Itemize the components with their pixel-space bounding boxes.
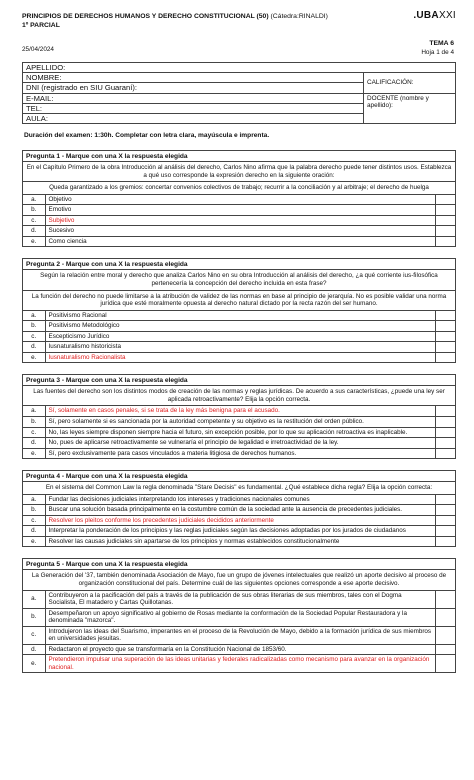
option-letter: b. (23, 505, 45, 516)
question-header: Pregunta 4 - Marque con una X la respuesta elegida (23, 471, 455, 482)
question-text: Las fuentes del derecho son los distintos modos de creación de las normas y reglas jurídicas. De acuerdo a sus características, ¿puede una ley ser aplicada retroactivamente? Elija la opción correcta. (23, 386, 455, 406)
option-row (23, 331, 455, 342)
option-text: Positivismo Racional (45, 311, 435, 321)
option-row (23, 311, 455, 321)
option-letter: d. (23, 644, 45, 655)
exam-date: 25/04/2024 (22, 46, 54, 53)
question-text: En el Capítulo Primero de la obra Introducción al análisis del derecho, Carlos Nino afirma que la palabra derecho puede tener distintos usos. Establezca a qué uso corresponde la expresión derecho en la siguiente oración: (23, 162, 455, 182)
option-letter: e. (23, 352, 45, 362)
options-table (23, 495, 455, 547)
option-row (23, 321, 455, 332)
option-text: Emotivo (45, 205, 435, 216)
question-quote: La función del derecho no puede limitarse a la atribución de validez de las normas en base al principio de jerarquía. No es posible validar una norma jurídica que esté moralmente opuesta al derecho natural dictado por la recta razón del ser humano. (23, 291, 455, 311)
option-text: Subjetivo (45, 215, 435, 226)
answer-box[interactable] (435, 495, 455, 505)
option-text: Escepticismo Jurídico (45, 331, 435, 342)
answer-box[interactable] (435, 236, 455, 246)
answer-box[interactable] (435, 195, 455, 205)
option-text: Redactaron el proyecto que se transformaría en la Constitución Nacional de 1853/60. (45, 644, 435, 655)
answer-box[interactable] (435, 311, 455, 321)
options-table (23, 195, 455, 247)
docente-field[interactable]: DOCENTE (nombre y apellido): (364, 93, 456, 124)
answer-box[interactable] (435, 608, 455, 626)
option-letter: e. (23, 236, 45, 246)
option-text: Buscar una solución basada principalmente en la costumbre común de la sociedad ante la ausencia de precedentes judiciales. (45, 505, 435, 516)
catedra-label: (Cátedra:RINALDI) (270, 13, 328, 20)
question-text: En el sistema del Common Law la regla denominada "Stare Decisis" es fundamental. ¿Qué establece dicha regla? Elija la opción correcta: (23, 482, 455, 495)
apellido-field[interactable]: APELLIDO: (23, 63, 456, 73)
option-text: Pretendieron impulsar una superación de las ideas unitarias y federales radicalizadas como mecanismo para avanzar en la organización nacional. (48, 656, 430, 671)
option-text: Sí, pero exclusivamente para casos vinculados a materia litigiosa de derechos humanos. (48, 449, 297, 457)
option-letter: d. (23, 438, 45, 449)
option-text: Positivismo Metodológico (45, 321, 435, 332)
question-header: Pregunta 1 - Marque con una X la respuesta elegida (23, 151, 455, 162)
option-row (23, 448, 455, 458)
option-row (23, 215, 455, 226)
answer-box[interactable] (435, 591, 455, 609)
question-header: Pregunta 3 - Marque con una X la respuesta elegida (23, 375, 455, 386)
answer-box[interactable] (435, 626, 455, 644)
answer-box[interactable] (435, 352, 455, 362)
options-table (23, 591, 455, 673)
tel-field[interactable]: TEL: (23, 103, 364, 113)
option-letter: b. (23, 321, 45, 332)
option-letter: a. (23, 591, 45, 609)
answer-box[interactable] (435, 438, 455, 449)
option-letter: c. (23, 331, 45, 342)
option-row (23, 536, 455, 546)
options-table (23, 311, 455, 363)
option-letter: b. (23, 416, 45, 427)
option-text: Introdujeron las ideas del Suarismo, imperantes en el proceso de la Revolución de Mayo, debido a la formación jurídica de sus miembros en universidades jesuitas. (45, 626, 435, 644)
option-row (23, 427, 455, 438)
option-row (23, 205, 455, 216)
option-letter: b. (23, 205, 45, 216)
option-letter: e. (23, 655, 45, 673)
option-letter: c. (23, 427, 45, 438)
option-letter: b. (23, 608, 45, 626)
option-letter: d. (23, 526, 45, 537)
option-letter: c. (23, 515, 45, 526)
answer-box[interactable] (435, 526, 455, 537)
questions-container (22, 150, 456, 673)
option-row (23, 226, 455, 237)
option-text: Sí, solamente en casos penales, si se trata de la ley más benigna para el acusado. (45, 406, 435, 416)
option-row (23, 236, 455, 246)
option-row (23, 644, 455, 655)
question-5 (22, 558, 456, 673)
duration-instructions: Duración del examen: 1:30h. Completar con letra clara, mayúscula e imprenta. (24, 132, 270, 140)
answer-box[interactable] (435, 655, 455, 673)
option-text: No, las leyes siempre disponen siempre hacia el futuro, sin excepción posible, por lo que su aplicación retroactiva es inaplicable. (45, 427, 435, 438)
page-number: Hoja 1 de 4 (421, 49, 454, 56)
tema-label: TEMA 6 (429, 40, 454, 47)
option-letter: a. (23, 195, 45, 205)
option-letter: d. (23, 226, 45, 237)
option-row (23, 352, 455, 362)
option-row (23, 438, 455, 449)
option-row (23, 515, 455, 526)
answer-box[interactable] (435, 515, 455, 526)
question-3 (22, 374, 456, 459)
option-text: Contribuyeron a la pacificación del país a través de la publicación de sus obras literarias de sus miembros, tales con el Dogma Socialista, El matadero y Cartas Quillotanas. (45, 591, 435, 609)
answer-box[interactable] (435, 321, 455, 332)
option-letter: a. (23, 311, 45, 321)
answer-box[interactable] (435, 406, 455, 416)
question-text: La Generación del '37, también denominada Asociación de Mayo, fue un grupo de jóvenes intelectuales que realizó un aporte decisivo al proceso de organización constitucional del país. Determine cuál de las siguientes opciones corresponde a ese aporte decisivo. (23, 570, 455, 590)
answer-box[interactable] (435, 342, 455, 353)
option-text: Fundar las decisiones judiciales interpretando los intereses y tradiciones nacionales comunes (45, 495, 435, 505)
nombre-field[interactable]: NOMBRE: (23, 73, 364, 83)
answer-box[interactable] (435, 427, 455, 438)
option-row (23, 416, 455, 427)
exam-subtitle: 1º PARCIAL (22, 22, 60, 29)
question-text: Según la relación entre moral y derecho que analiza Carlos Nino en su obra Introducción al análisis del derecho, ¿a qué corriente ius-filosófica pertenecería la concepción del derecho incluida en esta frase? (23, 270, 455, 290)
option-letter: c. (23, 215, 45, 226)
question-quote: Queda garantizado a los gremios: concertar convenios colectivos de trabajo; recurrir a la conciliación y al arbitraje; el derecho de huelga (23, 182, 455, 195)
option-text: Resolver las causas judiciales sin apartarse de los principios y normas establecidos constitucionalmente (48, 537, 340, 545)
answer-box[interactable] (435, 505, 455, 516)
option-text: Sí, pero solamente si es sancionada por la autoridad competente y su objetivo es la restitución del orden público. (45, 416, 435, 427)
answer-box[interactable] (435, 331, 455, 342)
option-text: No, pues de aplicarse retroactivamente se vulneraría el principio de legalidad e irretroactividad de la ley. (45, 438, 435, 449)
answer-box[interactable] (435, 215, 455, 226)
option-row (23, 655, 455, 673)
option-text: Desempeñaron un apoyo significativo al gobierno de Rosas mediante la conformación de la Sociedad Popular Restauradora y la denominada "mazorca". (45, 608, 435, 626)
answer-box[interactable] (435, 205, 455, 216)
question-1 (22, 150, 456, 247)
option-row (23, 608, 455, 626)
option-row (23, 342, 455, 353)
option-text: Objetivo (45, 195, 435, 205)
option-letter: d. (23, 342, 45, 353)
question-4 (22, 470, 456, 547)
answer-box[interactable] (435, 536, 455, 546)
option-letter: c. (23, 626, 45, 644)
option-row (23, 526, 455, 537)
question-header: Pregunta 2 - Marque con una X la respuesta elegida (23, 259, 455, 270)
student-info-table (22, 62, 456, 124)
option-text: Iusnaturalismo Racionalista (48, 353, 126, 361)
aula-field[interactable]: AULA: (23, 113, 364, 123)
calificacion-field[interactable]: CALIFICACIÓN: (364, 73, 456, 93)
option-row (23, 505, 455, 516)
exam-header (22, 10, 456, 62)
option-row (23, 195, 455, 205)
question-header: Pregunta 5 - Marque con una X la respuesta elegida (23, 559, 455, 570)
uba-logo: .UBAXXI (413, 10, 456, 21)
options-table (23, 406, 455, 458)
option-row (23, 406, 455, 416)
option-text: Como ciencia (48, 237, 87, 245)
option-row (23, 495, 455, 505)
option-letter: e. (23, 448, 45, 458)
answer-box[interactable] (435, 226, 455, 237)
option-text: Resolver los pleitos conforme los precedentes judiciales decididos anteriormente (45, 515, 435, 526)
option-row (23, 591, 455, 609)
exam-title: PRINCIPIOS DE DERECHOS HUMANOS Y DERECHO CONSTITUCIONAL (50) (Cátedra:RINALDI) (22, 13, 328, 20)
question-2 (22, 258, 456, 363)
option-letter: a. (23, 495, 45, 505)
option-text: Iusnaturalismo historicista (45, 342, 435, 353)
answer-box[interactable] (435, 448, 455, 458)
option-text: Sucesivo (45, 226, 435, 237)
answer-box[interactable] (435, 644, 455, 655)
option-text: Interpretar la ponderación de los principios y las reglas judiciales según las decisiones adoptadas por los jurados de ciudadanos (45, 526, 435, 537)
option-row (23, 626, 455, 644)
answer-box[interactable] (435, 416, 455, 427)
option-letter: a. (23, 406, 45, 416)
dni-field[interactable]: DNI (registrado en SIU Guaraní): (23, 83, 364, 93)
email-field[interactable]: E-MAIL: (23, 93, 364, 103)
option-letter: e. (23, 536, 45, 546)
